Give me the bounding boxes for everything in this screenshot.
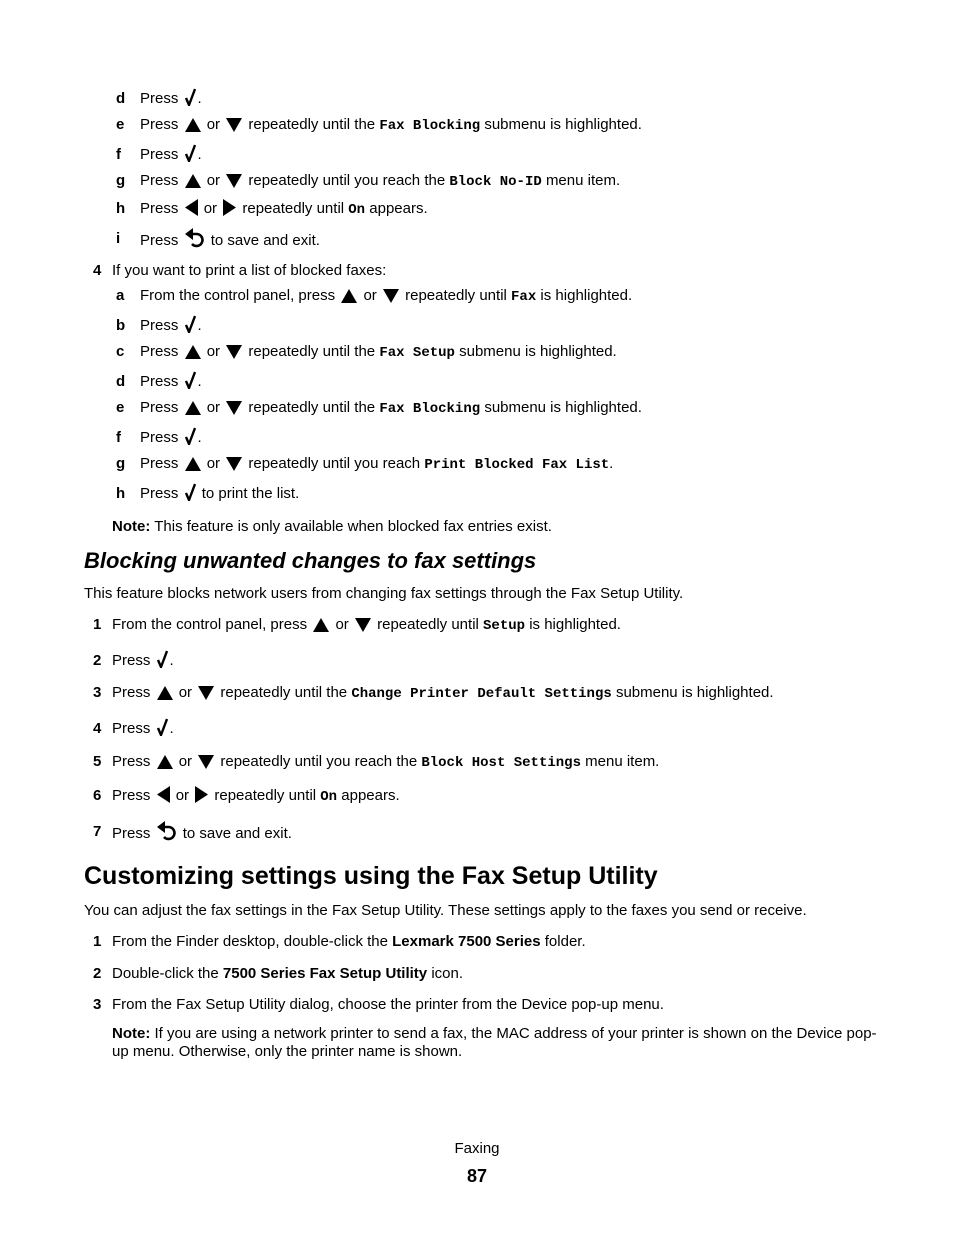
folder-name: Lexmark 7500 Series [392,933,541,950]
step-4f: f Press . [0,427,954,449]
step-4a: a From the control panel, press or repeatedly until Fax is highlighted. [116,287,633,305]
step-7: 7 Press to save and exit. [93,823,292,842]
page-number: 87 [466,1166,488,1186]
back-arrow-icon [185,228,205,248]
back-arrow-icon [157,821,177,841]
step-4: 4 If you want to print a list of blocked faxes: [0,260,954,282]
step-4e: e Press or repeatedly until the Fax Blocking submenu is highlighted. [116,399,642,417]
step-marker: i [116,230,121,247]
step-5: 5 Press or repeatedly until you reach the Block Host Settings menu item. [93,753,660,771]
step-number: 2 [93,652,102,669]
menu-name: Fax [511,289,537,305]
right-arrow-icon [195,786,208,803]
step-marker: a [116,287,125,304]
up-arrow-icon [185,345,201,359]
step-4b: b Press . [0,315,954,337]
step-1: 1 From the Finder desktop, double-click the Lexmark 7500 Series folder. [0,931,954,953]
step-4c: c Press or repeatedly until the Fax Setup submenu is highlighted. [116,343,617,361]
down-arrow-icon [226,401,242,415]
menu-name: Block Host Settings [421,755,581,771]
down-arrow-icon [226,457,242,471]
down-arrow-icon [226,118,242,132]
step-3: 3 From the Fax Setup Utility dialog, choose the printer from the Device pop-up menu. [0,994,954,1016]
note-label: Note: [112,1025,151,1042]
step-number: 3 [93,684,102,701]
step-marker: f [116,429,121,446]
note-label: Note: [112,518,151,535]
step-6: 6 Press or repeatedly until On appears. [93,787,400,805]
app-name: 7500 Series Fax Setup Utility [222,965,428,982]
section-heading: Blocking unwanted changes to fax settings [84,548,537,573]
note-text: If you are using a network printer to send a fax, the MAC address of your printer is shown on the Device pop-up menu. Otherwise, only the printer name is shown. [112,1025,877,1060]
step-g: g Press or repeatedly until you reach the Block No-ID menu item. [116,172,621,190]
note [112,1025,882,1061]
step-number: 4 [93,262,102,279]
left-arrow-icon [185,199,198,216]
up-arrow-icon [157,686,173,700]
step-number: 6 [93,787,102,804]
checkmark-icon [185,88,196,106]
down-arrow-icon [355,618,371,632]
step-marker: e [116,399,125,416]
footer-section: Faxing [454,1140,500,1157]
step-marker: h [116,485,126,502]
step-2: 2 Double-click the 7500 Series Fax Setup Utility icon. [0,963,954,985]
step-marker: d [116,90,126,107]
step-3: 3 Press or repeatedly until the Change Printer Default Settings submenu is highlighted. [93,684,774,702]
note [0,516,954,538]
right-arrow-icon [223,199,236,216]
step-marker: f [116,146,121,163]
left-arrow-icon [157,786,170,803]
step-marker: d [116,373,126,390]
step-4: 4 Press . [0,718,954,740]
step-number: 1 [93,616,102,633]
section-intro: You can adjust the fax settings in the Fax Setup Utility. These settings apply to the faxes you send or receive. [84,902,807,919]
checkmark-icon [185,315,196,333]
step-marker: e [116,116,125,133]
checkmark-icon [157,718,168,736]
step-number: 2 [93,965,102,982]
menu-name: Setup [483,618,526,634]
step-marker: h [116,200,126,217]
step-marker: c [116,343,125,360]
step-d: d Press . [0,88,954,110]
menu-name: Change Printer Default Settings [351,686,612,702]
menu-name: Fax Setup [379,345,455,361]
menu-name: Print Blocked Fax List [424,457,610,473]
step-number: 4 [93,720,102,737]
checkmark-icon [157,650,168,668]
step-f: f Press . [0,144,954,166]
up-arrow-icon [185,174,201,188]
up-arrow-icon [185,457,201,471]
up-arrow-icon [313,618,329,632]
step-number: 7 [93,823,102,840]
step-4h: h Press to print the list. [0,483,954,505]
step-4g: g Press or repeatedly until you reach Print Blocked Fax List. [116,455,614,473]
section-intro: This feature blocks network users from changing fax settings through the Fax Setup Utility. [84,585,684,602]
note-text: This feature is only available when blocked fax entries exist. [154,518,552,535]
step-1: 1 From the control panel, press or repeatedly until Setup is highlighted. [93,616,621,634]
checkmark-icon [185,371,196,389]
up-arrow-icon [341,289,357,303]
page-heading: Customizing settings using the Fax Setup Utility [84,862,658,890]
step-marker: b [116,317,126,334]
step-e: e Press or repeatedly until the Fax Blocking submenu is highlighted. [116,116,642,134]
step-marker: g [116,455,126,472]
step-marker: g [116,172,126,189]
down-arrow-icon [198,755,214,769]
value-name: On [348,202,366,218]
checkmark-icon [185,427,196,445]
up-arrow-icon [185,118,201,132]
value-name: On [320,789,338,805]
step-number: 5 [93,753,102,770]
down-arrow-icon [383,289,399,303]
up-arrow-icon [185,401,201,415]
step-number: 1 [93,933,102,950]
checkmark-icon [185,483,196,501]
up-arrow-icon [157,755,173,769]
step-i: i Press to save and exit. [116,230,320,249]
menu-name: Block No-ID [449,174,542,190]
step-number: 3 [93,996,102,1013]
menu-name: Fax Blocking [379,401,481,417]
menu-name: Fax Blocking [379,118,481,134]
step-text: Press [140,90,179,107]
down-arrow-icon [226,174,242,188]
down-arrow-icon [198,686,214,700]
step-4d: d Press . [0,371,954,393]
step-h: h Press or repeatedly until On appears. [116,200,428,218]
step-2: 2 Press . [0,650,954,672]
checkmark-icon [185,144,196,162]
down-arrow-icon [226,345,242,359]
